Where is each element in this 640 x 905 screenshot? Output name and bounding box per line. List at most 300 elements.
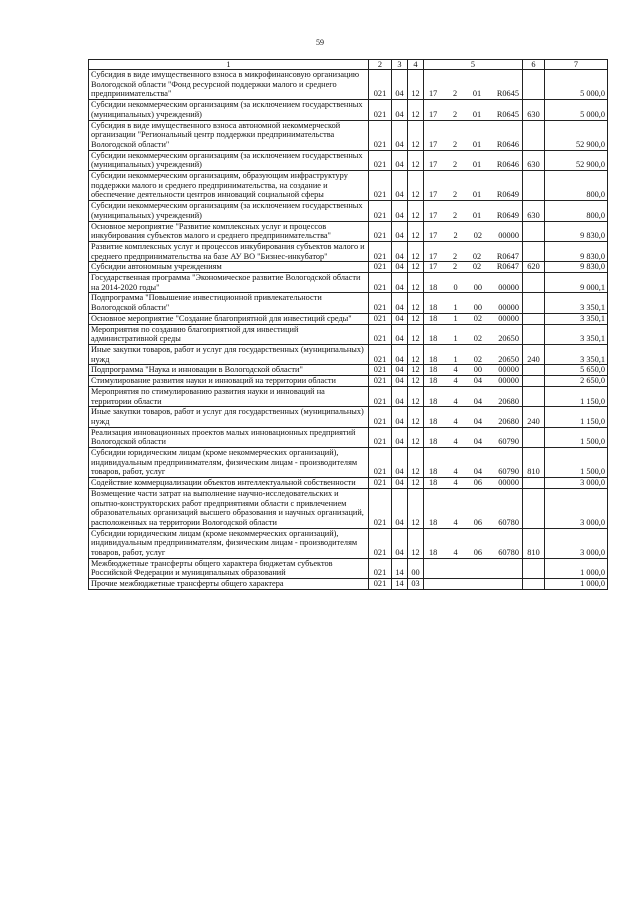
table-row bbox=[89, 344, 608, 364]
ministry-code-cell: 021 bbox=[369, 558, 392, 578]
target-article-part: 1 bbox=[453, 313, 458, 323]
target-article-cell bbox=[424, 386, 523, 406]
row-name-cell: Мероприятия по созданию благоприятной для инвестиций административной среды bbox=[89, 324, 369, 344]
section-code-cell: 04 bbox=[392, 293, 408, 313]
table-row bbox=[89, 365, 608, 376]
ministry-code-cell: 021 bbox=[369, 448, 392, 478]
ministry-code-cell: 021 bbox=[369, 365, 392, 376]
target-article-cell bbox=[424, 221, 523, 241]
target-article-cell bbox=[424, 313, 523, 324]
table-row bbox=[89, 262, 608, 273]
target-article-part: 01 bbox=[472, 160, 482, 170]
subsection-code-cell: 12 bbox=[408, 488, 424, 528]
target-article-part: 01 bbox=[472, 210, 482, 220]
target-article-part: 2 bbox=[453, 109, 458, 119]
expense-type-cell bbox=[523, 488, 545, 528]
target-article-part: 1 bbox=[453, 354, 458, 364]
ministry-code-cell: 021 bbox=[369, 70, 392, 100]
expense-type-cell bbox=[523, 70, 545, 100]
table-row bbox=[89, 273, 608, 293]
expense-type-cell: 630 bbox=[523, 201, 545, 221]
target-article-part: 04 bbox=[473, 467, 483, 477]
table-row bbox=[89, 120, 608, 150]
subsection-code-cell: 12 bbox=[408, 407, 424, 427]
subsection-code-cell: 12 bbox=[408, 313, 424, 324]
target-article-cell bbox=[424, 528, 523, 558]
section-code-cell: 04 bbox=[392, 386, 408, 406]
ministry-code-cell: 021 bbox=[369, 221, 392, 241]
amount-cell: 52 900,0 bbox=[545, 150, 608, 170]
row-name-cell: Субсидия в виде имущественного взноса автономной некоммерческой организации "Региональный центр поддержки предпринимательства Вологодской области" bbox=[89, 120, 369, 150]
section-code-cell: 04 bbox=[392, 448, 408, 478]
ministry-code-cell: 021 bbox=[369, 150, 392, 170]
section-code-cell: 04 bbox=[392, 365, 408, 376]
target-article-part: 02 bbox=[472, 251, 482, 261]
target-article-part: 02 bbox=[473, 313, 483, 323]
row-name-cell: Субсидии некоммерческим организациям (за исключением государственных (муниципальных) учреждений) bbox=[89, 201, 369, 221]
section-code-cell: 14 bbox=[392, 579, 408, 590]
target-article-cell bbox=[424, 201, 523, 221]
target-article-part: 00 bbox=[473, 303, 483, 313]
subsection-code-cell: 12 bbox=[408, 70, 424, 100]
target-article-part: 2 bbox=[453, 190, 458, 200]
column-header: 7 bbox=[545, 60, 608, 70]
amount-cell: 800,0 bbox=[545, 171, 608, 201]
target-article-part: 18 bbox=[429, 548, 438, 558]
target-article-part: 00000 bbox=[498, 231, 519, 241]
subsection-code-cell: 12 bbox=[408, 324, 424, 344]
expense-type-cell bbox=[523, 579, 545, 590]
table-row bbox=[89, 171, 608, 201]
subsection-code-cell: 12 bbox=[408, 201, 424, 221]
target-article-cell bbox=[424, 324, 523, 344]
target-article-part: 17 bbox=[429, 190, 438, 200]
target-article-part: R0649 bbox=[496, 210, 519, 220]
amount-cell: 5 650,0 bbox=[545, 365, 608, 376]
row-name-cell: Субсидии некоммерческим организациям (за исключением государственных (муниципальных) учреждений) bbox=[89, 150, 369, 170]
expense-type-cell bbox=[523, 376, 545, 387]
target-article-part: R0645 bbox=[496, 89, 519, 99]
target-article-part: 4 bbox=[453, 517, 458, 527]
row-name-cell: Государственная программа "Экономическое развитие Вологодской области на 2014-2020 годы" bbox=[89, 273, 369, 293]
ministry-code-cell: 021 bbox=[369, 201, 392, 221]
target-article-part: 17 bbox=[429, 262, 438, 272]
target-article-cell bbox=[424, 558, 523, 578]
expense-type-cell bbox=[523, 558, 545, 578]
amount-cell: 1 500,0 bbox=[545, 427, 608, 447]
subsection-code-cell: 12 bbox=[408, 120, 424, 150]
target-article-part: 2 bbox=[453, 139, 458, 149]
target-article-part: R0649 bbox=[496, 190, 519, 200]
table-row bbox=[89, 407, 608, 427]
target-article-part: 60790 bbox=[498, 467, 519, 477]
ministry-code-cell: 021 bbox=[369, 376, 392, 387]
target-article-part: 4 bbox=[453, 478, 458, 488]
expense-type-cell bbox=[523, 313, 545, 324]
row-name-cell: Мероприятия по стимулированию развития науки и инноваций на территории области bbox=[89, 386, 369, 406]
section-code-cell: 04 bbox=[392, 478, 408, 489]
target-article-part: 06 bbox=[473, 548, 483, 558]
row-name-cell: Основное мероприятие "Развитие комплексных услуг и процессов инкубирования субъектов малого и среднего предпринимательства" bbox=[89, 221, 369, 241]
table-row bbox=[89, 528, 608, 558]
row-name-cell: Стимулирование развития науки и инноваций на территории области bbox=[89, 376, 369, 387]
row-name-cell: Реализация инновационных проектов малых инновационных предприятий Вологодской области bbox=[89, 427, 369, 447]
target-article-cell bbox=[424, 427, 523, 447]
subsection-code-cell: 12 bbox=[408, 221, 424, 241]
table-row bbox=[89, 293, 608, 313]
target-article-part: 02 bbox=[472, 262, 482, 272]
target-article-part: 2 bbox=[453, 231, 458, 241]
ministry-code-cell: 021 bbox=[369, 273, 392, 293]
amount-cell: 5 000,0 bbox=[545, 70, 608, 100]
target-article-part: 20650 bbox=[498, 354, 519, 364]
target-article-part: 4 bbox=[453, 416, 458, 426]
target-article-part: 02 bbox=[473, 354, 483, 364]
amount-cell: 3 350,1 bbox=[545, 344, 608, 364]
target-article-part: 00 bbox=[473, 282, 483, 292]
target-article-part: 2 bbox=[453, 160, 458, 170]
target-article-cell bbox=[424, 70, 523, 100]
ministry-code-cell: 021 bbox=[369, 427, 392, 447]
amount-cell: 5 000,0 bbox=[545, 100, 608, 120]
target-article-part: 18 bbox=[429, 354, 438, 364]
target-article-part: 17 bbox=[429, 89, 438, 99]
target-article-cell bbox=[424, 448, 523, 478]
target-article-cell bbox=[424, 262, 523, 273]
ministry-code-cell: 021 bbox=[369, 488, 392, 528]
target-article-part: 20650 bbox=[498, 334, 519, 344]
table-row bbox=[89, 488, 608, 528]
target-article-part: 00000 bbox=[498, 376, 519, 386]
table-row bbox=[89, 427, 608, 447]
ministry-code-cell: 021 bbox=[369, 241, 392, 261]
row-name-cell: Иные закупки товаров, работ и услуг для государственных (муниципальных) нужд bbox=[89, 344, 369, 364]
ministry-code-cell: 021 bbox=[369, 262, 392, 273]
row-name-cell: Развитие комплексных услуг и процессов инкубирования субъектов малого и среднего предпринимательства на базе АУ ВО "Бизнес-инкубатор" bbox=[89, 241, 369, 261]
target-article-part: 4 bbox=[453, 365, 458, 375]
ministry-code-cell: 021 bbox=[369, 407, 392, 427]
target-article-cell bbox=[424, 488, 523, 528]
target-article-part: 20680 bbox=[498, 416, 519, 426]
expense-type-cell bbox=[523, 427, 545, 447]
target-article-part: 00000 bbox=[498, 478, 519, 488]
subsection-code-cell: 12 bbox=[408, 448, 424, 478]
target-article-part: 02 bbox=[473, 334, 483, 344]
row-name-cell: Подпрограмма "Наука и инновации в Вологодской области" bbox=[89, 365, 369, 376]
table-row bbox=[89, 324, 608, 344]
target-article-part: 18 bbox=[429, 478, 438, 488]
row-name-cell: Субсидии автономным учреждениям bbox=[89, 262, 369, 273]
target-article-part: 4 bbox=[453, 396, 458, 406]
expense-type-cell bbox=[523, 386, 545, 406]
table-row bbox=[89, 100, 608, 120]
row-name-cell: Субсидии некоммерческим организациям (за исключением государственных (муниципальных) учреждений) bbox=[89, 100, 369, 120]
section-code-cell: 04 bbox=[392, 120, 408, 150]
target-article-part: 4 bbox=[453, 467, 458, 477]
row-name-cell: Субсидии юридическим лицам (кроме некоммерческих организаций), индивидуальным предпринимателям, физическим лицам - производителям товаров, работ, услуг bbox=[89, 448, 369, 478]
table-row bbox=[89, 579, 608, 590]
target-article-cell bbox=[424, 241, 523, 261]
column-header: 4 bbox=[408, 60, 424, 70]
ministry-code-cell: 021 bbox=[369, 478, 392, 489]
target-article-cell bbox=[424, 273, 523, 293]
ministry-code-cell: 021 bbox=[369, 344, 392, 364]
target-article-part: 1 bbox=[453, 334, 458, 344]
subsection-code-cell: 12 bbox=[408, 478, 424, 489]
subsection-code-cell: 12 bbox=[408, 150, 424, 170]
target-article-part: 04 bbox=[473, 376, 483, 386]
amount-cell: 800,0 bbox=[545, 201, 608, 221]
target-article-part: R0647 bbox=[496, 262, 519, 272]
amount-cell: 9 830,0 bbox=[545, 221, 608, 241]
table-row bbox=[89, 70, 608, 100]
target-article-cell bbox=[424, 365, 523, 376]
expense-type-cell: 620 bbox=[523, 262, 545, 273]
target-article-cell bbox=[424, 407, 523, 427]
target-article-part: 04 bbox=[473, 437, 483, 447]
target-article-part: 1 bbox=[453, 303, 458, 313]
page-number: 59 bbox=[316, 38, 324, 47]
section-code-cell: 04 bbox=[392, 376, 408, 387]
expense-type-cell bbox=[523, 241, 545, 261]
subsection-code-cell: 03 bbox=[408, 579, 424, 590]
target-article-part: 20680 bbox=[498, 396, 519, 406]
target-article-part: 18 bbox=[429, 517, 438, 527]
target-article-part: 0 bbox=[453, 282, 458, 292]
target-article-part: 17 bbox=[429, 160, 438, 170]
target-article-part: 4 bbox=[453, 376, 458, 386]
target-article-part: 00000 bbox=[498, 282, 519, 292]
expense-type-cell bbox=[523, 365, 545, 376]
row-name-cell: Иные закупки товаров, работ и услуг для государственных (муниципальных) нужд bbox=[89, 407, 369, 427]
target-article-part: 60780 bbox=[498, 548, 519, 558]
amount-cell: 1 000,0 bbox=[545, 579, 608, 590]
table-row bbox=[89, 221, 608, 241]
column-header: 3 bbox=[392, 60, 408, 70]
section-code-cell: 04 bbox=[392, 324, 408, 344]
expense-type-cell bbox=[523, 293, 545, 313]
target-article-cell bbox=[424, 293, 523, 313]
amount-cell: 3 350,1 bbox=[545, 324, 608, 344]
target-article-part: 06 bbox=[473, 478, 483, 488]
expense-type-cell bbox=[523, 478, 545, 489]
target-article-part: 00000 bbox=[498, 313, 519, 323]
expense-type-cell bbox=[523, 120, 545, 150]
target-article-part: 60780 bbox=[498, 517, 519, 527]
section-code-cell: 04 bbox=[392, 528, 408, 558]
section-code-cell: 14 bbox=[392, 558, 408, 578]
amount-cell: 3 000,0 bbox=[545, 478, 608, 489]
amount-cell: 52 900,0 bbox=[545, 120, 608, 150]
section-code-cell: 04 bbox=[392, 262, 408, 273]
target-article-part: 01 bbox=[472, 139, 482, 149]
target-article-part: 04 bbox=[473, 416, 483, 426]
row-name-cell: Содействие коммерциализации объектов интеллектуальной собственности bbox=[89, 478, 369, 489]
table-row bbox=[89, 313, 608, 324]
target-article-part: 01 bbox=[472, 109, 482, 119]
ministry-code-cell: 021 bbox=[369, 171, 392, 201]
subsection-code-cell: 12 bbox=[408, 528, 424, 558]
target-article-part: 17 bbox=[429, 139, 438, 149]
subsection-code-cell: 12 bbox=[408, 427, 424, 447]
amount-cell: 1 000,0 bbox=[545, 558, 608, 578]
target-article-part: 2 bbox=[453, 89, 458, 99]
target-article-part: 00000 bbox=[498, 303, 519, 313]
row-name-cell: Прочие межбюджетные трансферты общего характера bbox=[89, 579, 369, 590]
target-article-cell bbox=[424, 579, 523, 590]
expense-type-cell: 810 bbox=[523, 448, 545, 478]
table-row bbox=[89, 201, 608, 221]
amount-cell: 3 350,1 bbox=[545, 293, 608, 313]
expense-type-cell: 630 bbox=[523, 150, 545, 170]
subsection-code-cell: 12 bbox=[408, 386, 424, 406]
target-article-part: 18 bbox=[429, 396, 438, 406]
amount-cell: 9 830,0 bbox=[545, 241, 608, 261]
expense-type-cell bbox=[523, 324, 545, 344]
target-article-cell bbox=[424, 150, 523, 170]
row-name-cell: Возмещение части затрат на выполнение научно-исследовательских и опытно-конструкторских работ предприятиями области с привлечением образовательных организаций высшего образования и научных организаций, расположенных на территории Вологодской области bbox=[89, 488, 369, 528]
target-article-part: 00 bbox=[473, 365, 483, 375]
target-article-part: 18 bbox=[429, 437, 438, 447]
target-article-part: 17 bbox=[429, 109, 438, 119]
table-row bbox=[89, 241, 608, 261]
table-row bbox=[89, 478, 608, 489]
subsection-code-cell: 12 bbox=[408, 273, 424, 293]
row-name-cell: Субсидия в виде имущественного взноса в микрофинансовую организацию Вологодской области "Фонд ресурсной поддержки малого и среднего предпринимательства" bbox=[89, 70, 369, 100]
target-article-part: 01 bbox=[472, 190, 482, 200]
header-row bbox=[89, 60, 608, 70]
target-article-cell bbox=[424, 171, 523, 201]
section-code-cell: 04 bbox=[392, 171, 408, 201]
subsection-code-cell: 12 bbox=[408, 293, 424, 313]
ministry-code-cell: 021 bbox=[369, 120, 392, 150]
column-header: 2 bbox=[369, 60, 392, 70]
section-code-cell: 04 bbox=[392, 427, 408, 447]
section-code-cell: 04 bbox=[392, 313, 408, 324]
ministry-code-cell: 021 bbox=[369, 100, 392, 120]
amount-cell: 2 650,0 bbox=[545, 376, 608, 387]
target-article-part: 17 bbox=[429, 231, 438, 241]
section-code-cell: 04 bbox=[392, 488, 408, 528]
row-name-cell: Основное мероприятие "Создание благоприятной для инвестиций среды" bbox=[89, 313, 369, 324]
column-header: 1 bbox=[89, 60, 369, 70]
ministry-code-cell: 021 bbox=[369, 313, 392, 324]
amount-cell: 1 500,0 bbox=[545, 448, 608, 478]
column-header: 6 bbox=[523, 60, 545, 70]
table-row bbox=[89, 376, 608, 387]
target-article-part: 18 bbox=[429, 416, 438, 426]
target-article-part: 4 bbox=[453, 437, 458, 447]
section-code-cell: 04 bbox=[392, 201, 408, 221]
target-article-cell bbox=[424, 478, 523, 489]
row-name-cell: Подпрограмма "Повышение инвестиционной привлекательности Вологодской области" bbox=[89, 293, 369, 313]
expense-type-cell: 240 bbox=[523, 407, 545, 427]
target-article-cell bbox=[424, 100, 523, 120]
expense-type-cell bbox=[523, 171, 545, 201]
section-code-cell: 04 bbox=[392, 273, 408, 293]
target-article-part: 18 bbox=[429, 467, 438, 477]
amount-cell: 1 150,0 bbox=[545, 386, 608, 406]
subsection-code-cell: 12 bbox=[408, 262, 424, 273]
table-row bbox=[89, 558, 608, 578]
amount-cell: 3 350,1 bbox=[545, 313, 608, 324]
amount-cell: 9 000,1 bbox=[545, 273, 608, 293]
target-article-part: 60790 bbox=[498, 437, 519, 447]
section-code-cell: 04 bbox=[392, 344, 408, 364]
target-article-part: 17 bbox=[429, 210, 438, 220]
subsection-code-cell: 12 bbox=[408, 171, 424, 201]
section-code-cell: 04 bbox=[392, 100, 408, 120]
expense-type-cell bbox=[523, 221, 545, 241]
table-row bbox=[89, 448, 608, 478]
ministry-code-cell: 021 bbox=[369, 579, 392, 590]
amount-cell: 1 150,0 bbox=[545, 407, 608, 427]
expense-type-cell: 240 bbox=[523, 344, 545, 364]
target-article-part: 18 bbox=[429, 376, 438, 386]
ministry-code-cell: 021 bbox=[369, 386, 392, 406]
target-article-part: R0646 bbox=[496, 139, 519, 149]
column-header: 5 bbox=[424, 60, 523, 70]
amount-cell: 3 000,0 bbox=[545, 488, 608, 528]
target-article-part: 18 bbox=[429, 313, 438, 323]
target-article-part: 18 bbox=[429, 365, 438, 375]
subsection-code-cell: 12 bbox=[408, 376, 424, 387]
target-article-cell bbox=[424, 344, 523, 364]
ministry-code-cell: 021 bbox=[369, 293, 392, 313]
target-article-part: 2 bbox=[453, 251, 458, 261]
section-code-cell: 04 bbox=[392, 407, 408, 427]
target-article-part: 02 bbox=[473, 231, 483, 241]
ministry-code-cell: 021 bbox=[369, 324, 392, 344]
subsection-code-cell: 12 bbox=[408, 100, 424, 120]
target-article-part: 00000 bbox=[498, 365, 519, 375]
ministry-code-cell: 021 bbox=[369, 528, 392, 558]
section-code-cell: 04 bbox=[392, 70, 408, 100]
target-article-part: 17 bbox=[429, 251, 438, 261]
target-article-part: R0646 bbox=[496, 160, 519, 170]
target-article-part: 18 bbox=[429, 303, 438, 313]
target-article-part: 2 bbox=[453, 262, 458, 272]
table-row bbox=[89, 150, 608, 170]
subsection-code-cell: 00 bbox=[408, 558, 424, 578]
row-name-cell: Субсидии юридическим лицам (кроме некоммерческих организаций), индивидуальным предпринимателям, физическим лицам - производителям товаров, работ, услуг bbox=[89, 528, 369, 558]
amount-cell: 9 830,0 bbox=[545, 262, 608, 273]
target-article-part: 18 bbox=[429, 282, 438, 292]
section-code-cell: 04 bbox=[392, 150, 408, 170]
budget-table bbox=[88, 59, 608, 590]
target-article-part: 4 bbox=[453, 548, 458, 558]
row-name-cell: Субсидии некоммерческим организациям, образующим инфраструктуру поддержки малого и среднего предпринимательства, на создание и обеспечение деятельности центров инноваций социальной сферы bbox=[89, 171, 369, 201]
target-article-part: 04 bbox=[473, 396, 483, 406]
target-article-part: 18 bbox=[429, 334, 438, 344]
expense-type-cell bbox=[523, 273, 545, 293]
target-article-part: 2 bbox=[453, 210, 458, 220]
expense-type-cell: 810 bbox=[523, 528, 545, 558]
target-article-part: 06 bbox=[473, 517, 483, 527]
target-article-cell bbox=[424, 376, 523, 387]
table-row bbox=[89, 386, 608, 406]
subsection-code-cell: 12 bbox=[408, 241, 424, 261]
subsection-code-cell: 12 bbox=[408, 344, 424, 364]
target-article-part: R0647 bbox=[496, 251, 519, 261]
subsection-code-cell: 12 bbox=[408, 365, 424, 376]
expense-type-cell: 630 bbox=[523, 100, 545, 120]
row-name-cell: Межбюджетные трансферты общего характера бюджетам субъектов Российской Федерации и муниципальных образований bbox=[89, 558, 369, 578]
section-code-cell: 04 bbox=[392, 241, 408, 261]
amount-cell: 3 000,0 bbox=[545, 528, 608, 558]
target-article-part: 01 bbox=[472, 89, 482, 99]
target-article-part: R0645 bbox=[496, 109, 519, 119]
